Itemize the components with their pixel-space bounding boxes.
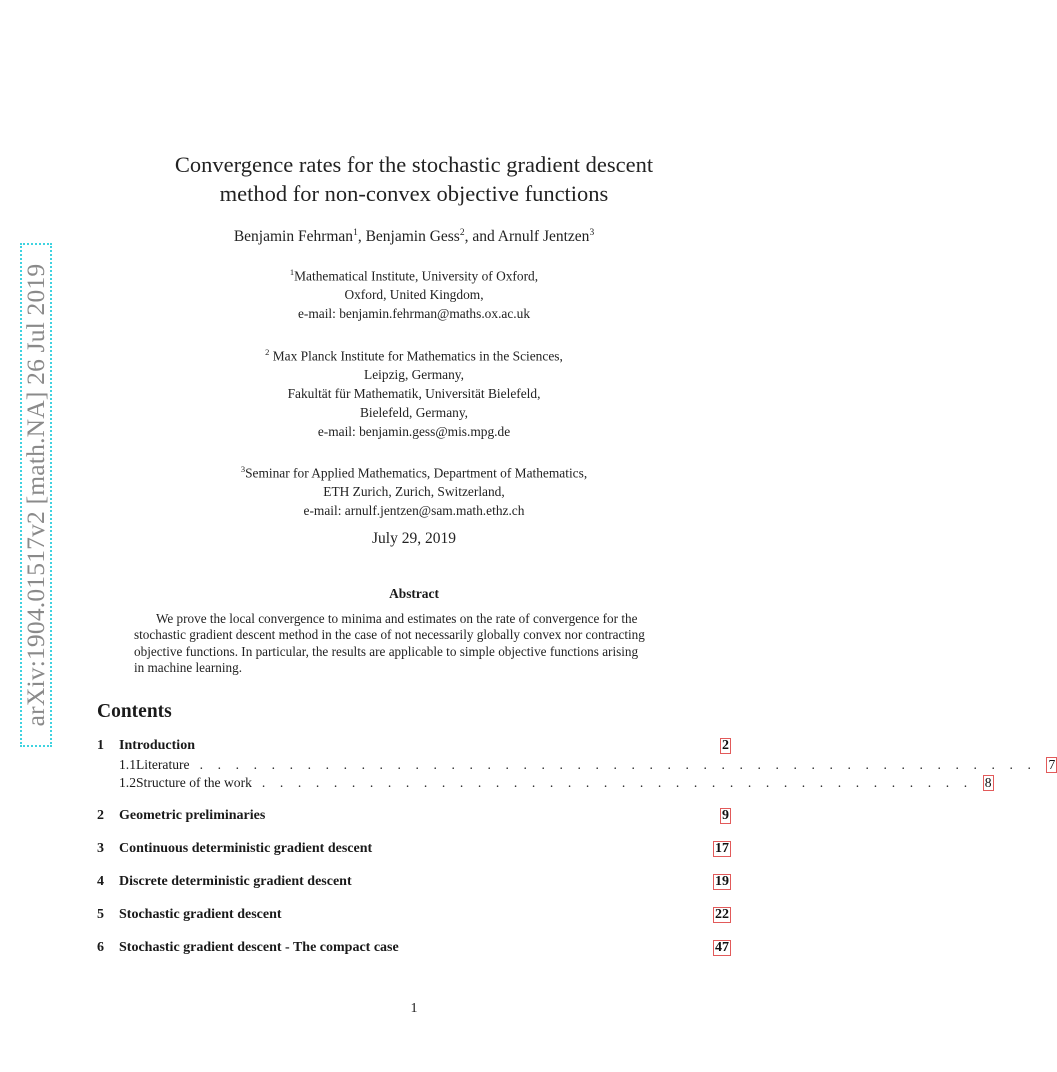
toc-number: 1 bbox=[97, 738, 104, 753]
toc-page-link[interactable]: 7 bbox=[1048, 757, 1056, 772]
affiliation-line: $^1$Mathematical Institute, University of Oxford, bbox=[289, 267, 539, 284]
toc-label: Stochastic gradient descent - The compact case bbox=[119, 940, 399, 955]
author-3-mark: 3 bbox=[589, 228, 595, 238]
title-line-1: Convergence rates for the stochastic gradient descent bbox=[174, 152, 654, 177]
affiliation-3 bbox=[0, 460, 828, 520]
affiliation-1 bbox=[0, 263, 828, 323]
abstract-body bbox=[134, 611, 694, 676]
toc-number: 3 bbox=[97, 841, 104, 856]
author-2: Benjamin Gess bbox=[365, 228, 460, 246]
affiliation-email[interactable]: e-mail: benjamin.fehrman@maths.ox.ac.uk bbox=[297, 306, 531, 322]
toc-label: Geometric preliminaries bbox=[119, 808, 266, 823]
author-2-mark: 2 bbox=[459, 228, 465, 238]
affiliation-line: Bielefeld, Germany, bbox=[359, 405, 469, 421]
author-separator: , and bbox=[464, 228, 498, 246]
toc-number: 6 bbox=[97, 940, 104, 955]
paper-title bbox=[0, 150, 828, 208]
toc-entry-subsection-1-1[interactable] bbox=[97, 757, 1056, 775]
affiliation-2 bbox=[0, 343, 828, 441]
toc-page-link[interactable]: 19 bbox=[715, 874, 729, 889]
toc-page-link[interactable]: 2 bbox=[722, 738, 729, 753]
contents-heading: Contents bbox=[97, 701, 172, 722]
toc-number: 2 bbox=[97, 808, 104, 823]
arxiv-stamp-text: arXiv:1904.01517v2 [math.NA] 26 Jul 2019 bbox=[21, 263, 50, 727]
author-3: Arnulf Jentzen bbox=[497, 228, 590, 246]
toc-label: Structure of the work bbox=[136, 775, 252, 790]
paper-date: July 29, 2019 bbox=[372, 530, 456, 547]
toc-page-link[interactable]: 22 bbox=[715, 907, 729, 922]
abstract-line: objective functions. In particular, the results are applicable to simple objective functions arising bbox=[134, 643, 639, 659]
toc-entry-subsection-1-2[interactable] bbox=[97, 775, 992, 793]
toc-entry-section-5[interactable] bbox=[97, 907, 731, 925]
affiliation-line: Leipzig, Germany, bbox=[364, 367, 464, 383]
toc-label: Continuous deterministic gradient descent bbox=[119, 841, 373, 856]
page-number: 1 bbox=[410, 1001, 418, 1016]
abstract-heading: Abstract bbox=[389, 586, 439, 601]
abstract-line: We prove the local convergence to minima and estimates on the rate of convergence for the bbox=[156, 611, 638, 626]
toc-leader-dots: . . . . . . . . . . . . . . . . . . . . . . . . . . . . . . . . . . . . . . . . . . . . . . . bbox=[199, 757, 1037, 772]
toc-page-link[interactable]: 47 bbox=[715, 940, 729, 955]
toc-number: 5 bbox=[97, 907, 104, 922]
author-separator: , bbox=[357, 228, 366, 246]
abstract-line: in machine learning. bbox=[134, 659, 243, 675]
affiliation-line: Fakultät für Mathematik, Universität Bielefeld, bbox=[287, 386, 541, 402]
toc-leader-dots: . . . . . . . . . . . . . . . . . . . . . . . . . . . . . . . . . . . . . . . . bbox=[261, 775, 973, 790]
toc-page-link[interactable]: 8 bbox=[984, 775, 992, 790]
toc-number: 1.2 bbox=[119, 775, 136, 790]
toc-entry-section-3[interactable] bbox=[97, 841, 731, 859]
affiliation-email[interactable]: e-mail: benjamin.gess@mis.mpg.de bbox=[317, 424, 511, 440]
author-list bbox=[0, 228, 828, 246]
toc-entry-section-1[interactable] bbox=[97, 738, 731, 756]
affiliation-mark: 2 bbox=[265, 347, 270, 357]
toc-label: Introduction bbox=[119, 738, 195, 753]
toc-label: Literature bbox=[136, 757, 190, 772]
affiliation-line: Oxford, United Kingdom, bbox=[344, 287, 484, 303]
affiliation-line: ETH Zurich, Zurich, Switzerland, bbox=[323, 484, 505, 500]
toc-entry-section-4[interactable] bbox=[97, 874, 731, 892]
affiliation-email[interactable]: e-mail: arnulf.jentzen@sam.math.ethz.ch bbox=[303, 503, 525, 519]
toc-entry-section-6[interactable] bbox=[97, 940, 731, 958]
affiliation-mark: 1 bbox=[289, 267, 295, 277]
toc-page-link[interactable]: 9 bbox=[722, 808, 729, 823]
toc-label: Stochastic gradient descent bbox=[119, 907, 282, 922]
toc-label: Discrete deterministic gradient descent bbox=[119, 874, 352, 889]
toc-entry-section-2[interactable] bbox=[97, 808, 731, 826]
toc-number: 1.1 bbox=[119, 757, 136, 772]
toc-number: 4 bbox=[97, 874, 104, 889]
affiliation-line: $^2$ Max Planck Institute for Mathematics in the Sciences, bbox=[265, 347, 563, 364]
author-1-mark: 1 bbox=[353, 228, 358, 238]
abstract-line: stochastic gradient descent method in the case of not necessarily globally convex nor contracting bbox=[134, 627, 645, 643]
title-line-2: method for non-convex objective functions bbox=[219, 181, 609, 206]
toc-page-link[interactable]: 17 bbox=[715, 841, 729, 856]
affiliation-line: $^3$Seminar for Applied Mathematics, Department of Mathematics, bbox=[240, 464, 588, 481]
author-1: Benjamin Fehrman bbox=[233, 228, 354, 246]
affiliation-mark: 3 bbox=[240, 464, 246, 474]
